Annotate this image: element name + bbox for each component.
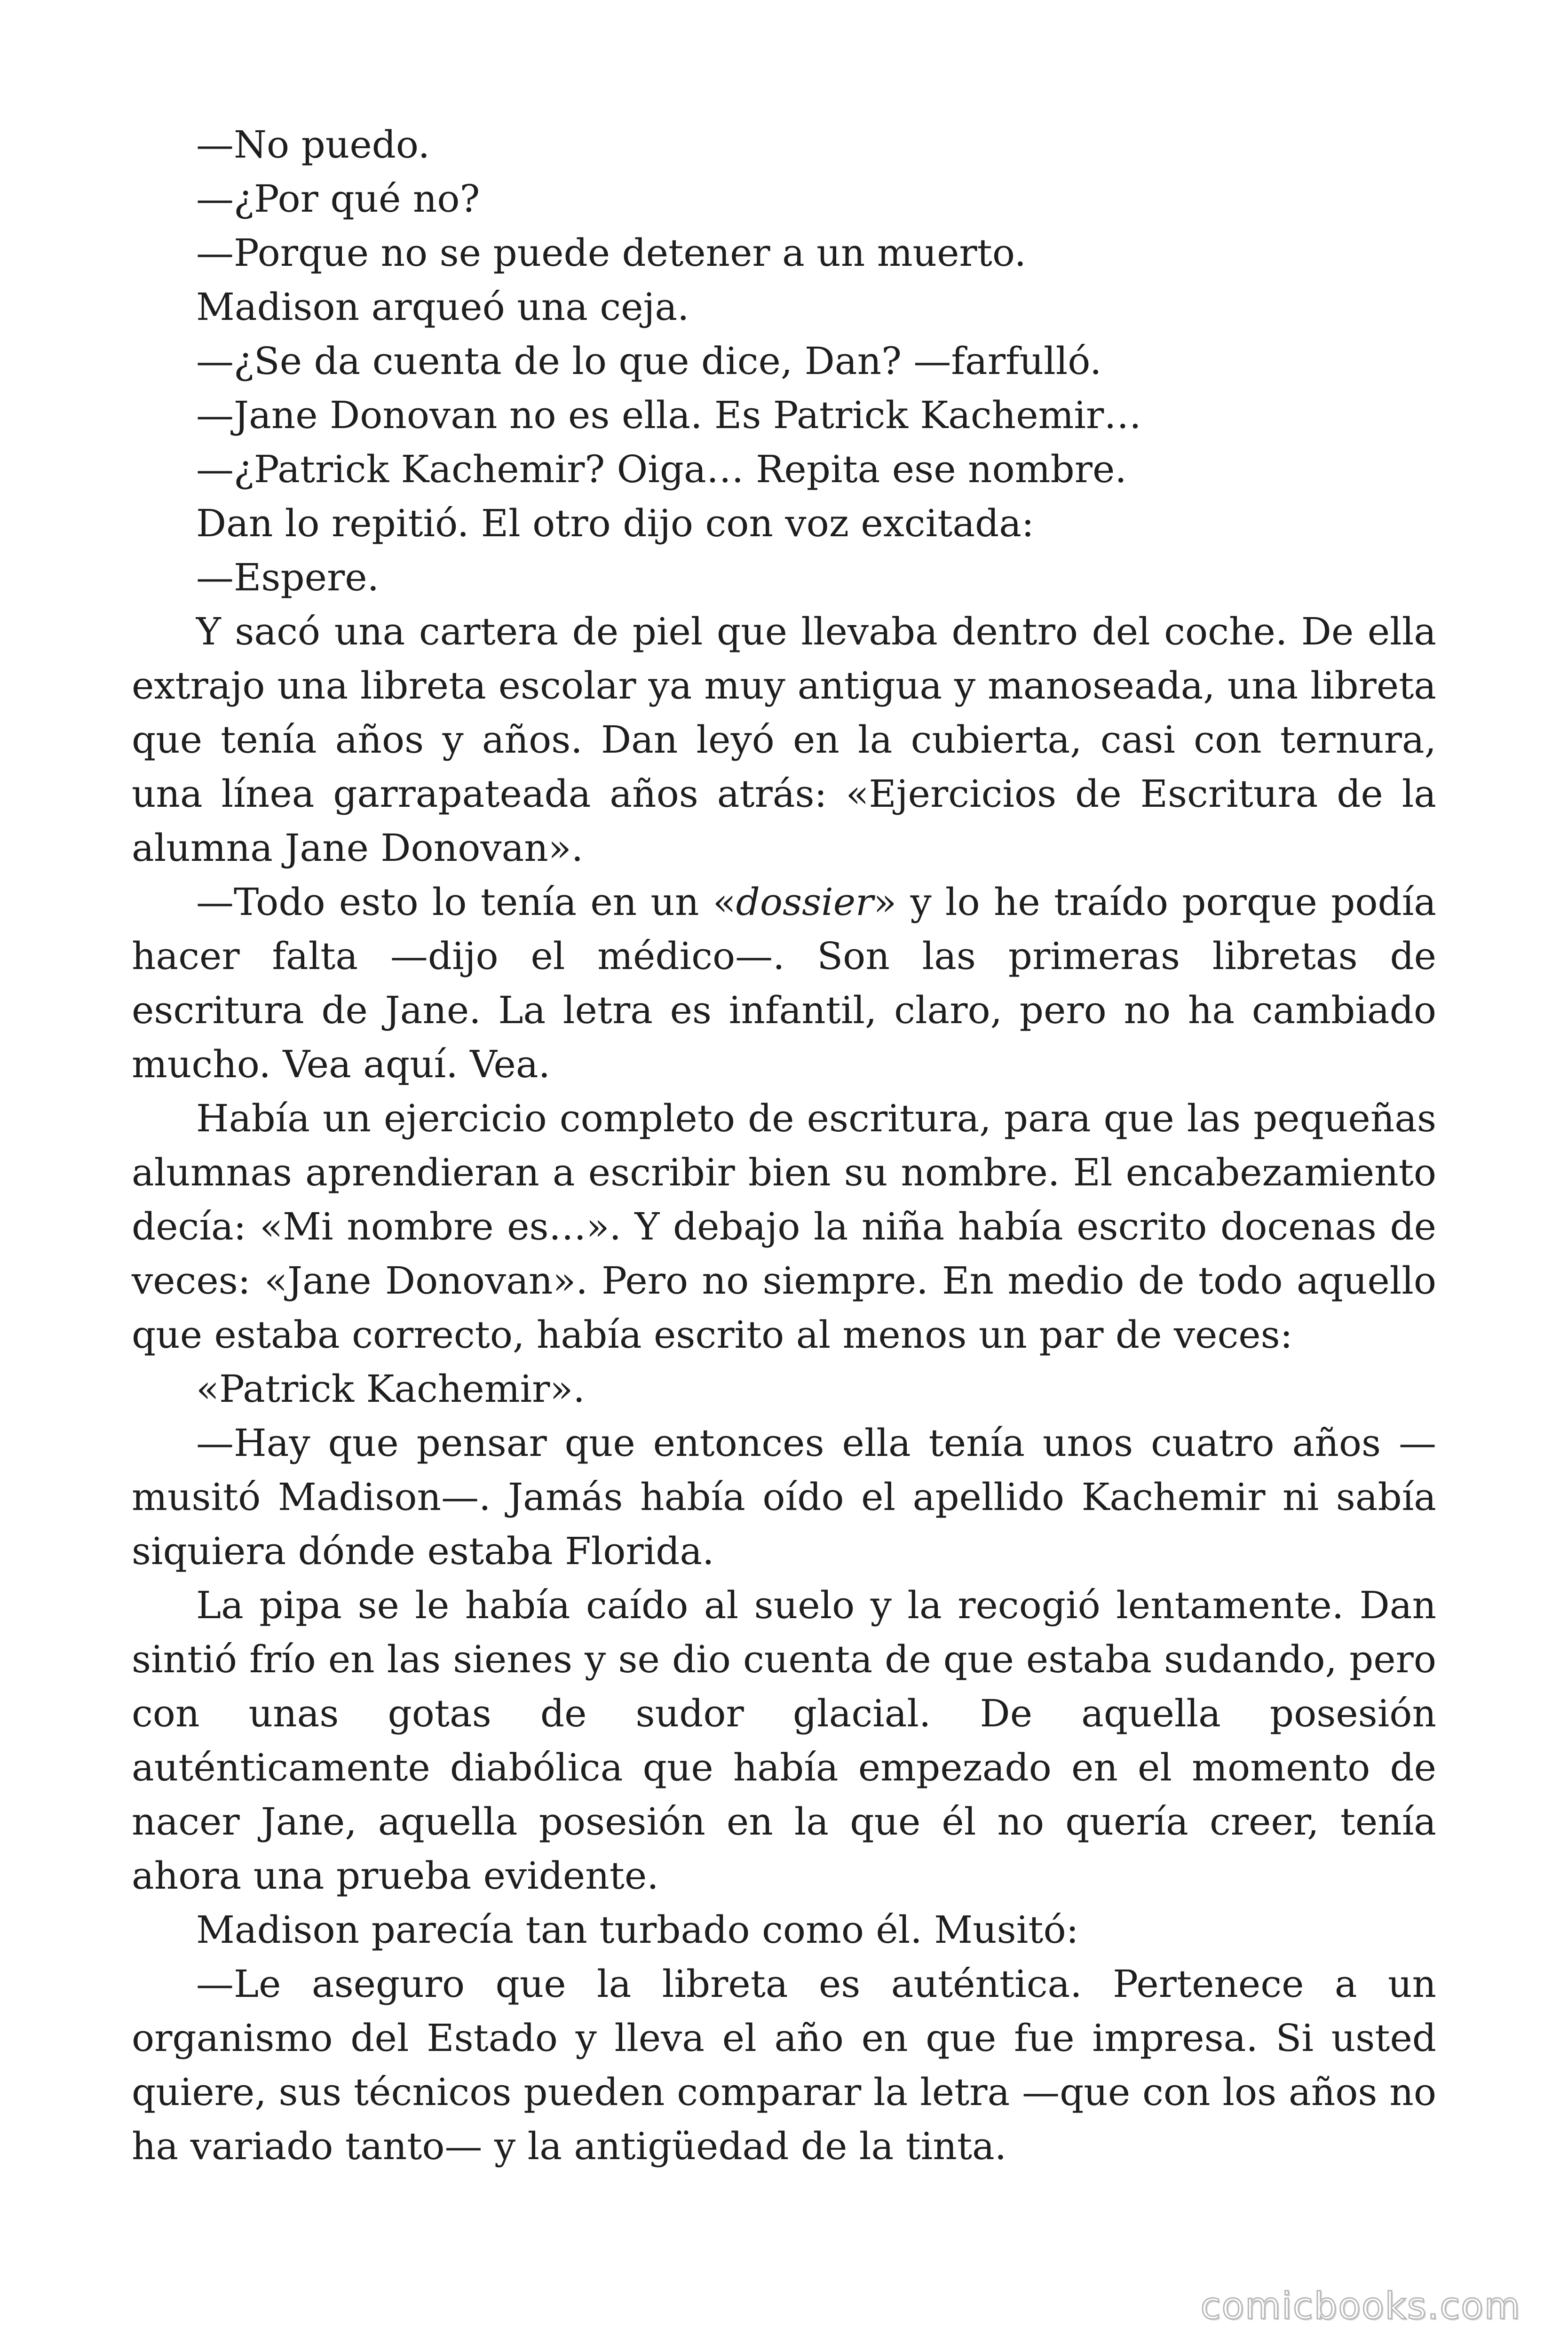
paragraph: —No puedo. — [196, 123, 430, 167]
paragraph: Madison arqueó una ceja. — [196, 285, 689, 329]
paragraph: La pipa se le había caído al suelo y la recogió lentamente. Dan sintió frío en las sienes y se dio cuenta de que estaba sudando, pero con unas gotas de sudor glacial. De aquella posesión auténticamente diabólica que había empezado en el momento de nacer Jane, aquella posesión en la que él no quería creer, tenía ahora una prueba evidente. — [132, 1583, 1436, 1898]
paragraph-with-italic — [132, 875, 1436, 1091]
paragraph: —¿Por qué no? — [196, 177, 480, 221]
paragraph: «Patrick Kachemir». — [196, 1367, 585, 1411]
page-body — [132, 118, 1436, 2173]
paragraph: —Hay que pensar que entonces ella tenía unos cuatro años —musitó Madison—. Jamás había oído el apellido Kachemir ni sabía siquiera dónde estaba Florida. — [132, 1421, 1436, 1573]
paragraph: Y sacó una cartera de piel que llevaba dentro del coche. De ella extrajo una libreta escolar ya muy antigua y manoseada, una libreta que tenía años y años. Dan leyó en la cubierta, casi con ternura, una línea garrapateada años atrás: «Ejercicios de Escritura de la alumna Jane Donovan». — [132, 610, 1436, 870]
watermark: comicbooks.com — [1200, 2285, 1521, 2328]
text-run: —Todo esto lo tenía en un « — [196, 880, 736, 924]
text-run: » y lo he traído porque podía hacer falta —dijo el médico—. Son las primeras libretas de escritura de Jane. La letra es infantil, claro, pero no ha cambiado mucho. Vea aquí. Vea. — [132, 880, 1436, 1086]
paragraph: —¿Se da cuenta de lo que dice, Dan? —farfulló. — [196, 339, 1102, 383]
paragraph: Dan lo repitió. El otro dijo con voz excitada: — [196, 501, 1034, 545]
italic-word: dossier — [736, 880, 874, 924]
paragraph: —Espere. — [196, 556, 380, 599]
paragraph: —Jane Donovan no es ella. Es Patrick Kachemir… — [196, 393, 1142, 437]
paragraph: —Le aseguro que la libreta es auténtica. Pertenece a un organismo del Estado y lleva el año en que fue impresa. Si usted quiere, sus técnicos pueden comparar la letra —que con los años no ha variado tanto— y la antigüedad de la tinta. — [132, 1962, 1436, 2168]
paragraph: —¿Patrick Kachemir? Oiga… Repita ese nombre. — [196, 447, 1127, 491]
paragraph: —Porque no se puede detener a un muerto. — [196, 231, 1026, 275]
paragraph: Había un ejercicio completo de escritura, para que las pequeñas alumnas aprendieran a escribir bien su nombre. El encabezamiento decía: «Mi nombre es…». Y debajo la niña había escrito docenas de veces: «Jane Donovan». Pero no siempre. En medio de todo aquello que estaba correcto, había escrito al menos un par de veces: — [132, 1097, 1436, 1357]
paragraph: Madison parecía tan turbado como él. Musitó: — [196, 1908, 1079, 1952]
